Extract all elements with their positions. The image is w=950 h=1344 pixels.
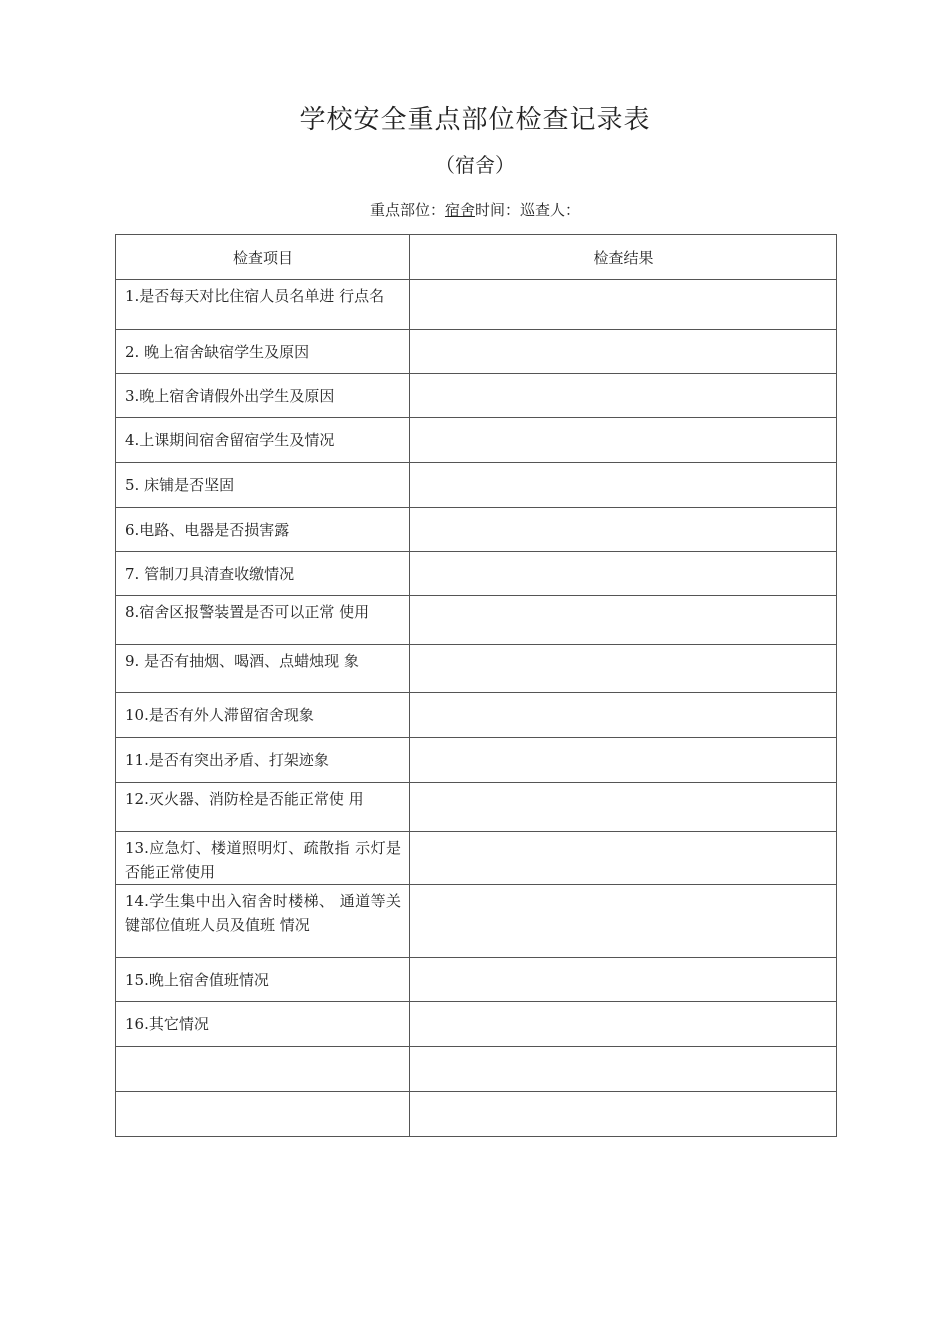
table-row [116, 418, 837, 463]
table-row [116, 1002, 837, 1047]
header-result: 检查结果 [410, 235, 837, 280]
result-cell[interactable] [410, 374, 837, 418]
result-cell[interactable] [410, 463, 837, 508]
inspector-label: 巡查人： [520, 201, 581, 219]
result-cell[interactable] [410, 832, 837, 885]
table-row [116, 783, 837, 832]
table-row [116, 330, 837, 374]
item-cell: 6.电路、电器是否损害露 [116, 508, 410, 552]
result-cell[interactable] [410, 280, 837, 330]
result-cell[interactable] [410, 1002, 837, 1047]
result-cell[interactable] [410, 645, 837, 693]
result-cell[interactable] [410, 1047, 837, 1092]
info-line [0, 198, 950, 222]
location-value: 宿舍 [444, 201, 475, 219]
result-cell[interactable] [410, 738, 837, 783]
table-row [116, 738, 837, 783]
result-cell[interactable] [410, 885, 837, 958]
result-cell[interactable] [410, 330, 837, 374]
item-cell: 11.是否有突出矛盾、打架迹象 [116, 738, 410, 783]
table-row [116, 832, 837, 885]
item-cell: 1.是否每天对比住宿人员名单进 行点名 [116, 280, 410, 330]
header-item: 检查项目 [116, 235, 410, 280]
result-cell[interactable] [410, 783, 837, 832]
item-cell: 13.应急灯、楼道照明灯、疏散指 示灯是否能正常使用 [116, 832, 410, 885]
item-cell: 5. 床铺是否坚固 [116, 463, 410, 508]
item-cell: 3.晚上宿舍请假外出学生及原因 [116, 374, 410, 418]
table-row [116, 552, 837, 596]
table-row [116, 374, 837, 418]
item-cell: 16.其它情况 [116, 1002, 410, 1047]
item-cell: 8.宿舍区报警装置是否可以正常 使用 [116, 596, 410, 645]
table-row [116, 693, 837, 738]
page-title: 学校安全重点部位检查记录表 [299, 105, 651, 135]
table-header-row [116, 235, 837, 280]
result-cell[interactable] [410, 596, 837, 645]
item-cell: 2. 晚上宿舍缺宿学生及原因 [116, 330, 410, 374]
page-subtitle: （宿舍） [435, 153, 515, 177]
time-label: 时间： [475, 201, 521, 219]
item-cell: 10.是否有外人滞留宿舍现象 [116, 693, 410, 738]
item-cell: 12.灭火器、消防栓是否能正常使 用 [116, 783, 410, 832]
result-cell[interactable] [410, 693, 837, 738]
item-cell: 9. 是否有抽烟、喝酒、点蜡烛现 象 [116, 645, 410, 693]
location-label: 重点部位： [369, 201, 445, 219]
inspection-table [115, 234, 837, 1137]
table-row [116, 1092, 837, 1137]
item-cell: 15.晚上宿舍值班情况 [116, 958, 410, 1002]
result-cell[interactable] [410, 418, 837, 463]
result-cell[interactable] [410, 508, 837, 552]
item-cell[interactable] [116, 1047, 410, 1092]
result-cell[interactable] [410, 552, 837, 596]
table-row [116, 885, 837, 958]
result-cell[interactable] [410, 1092, 837, 1137]
table-row [116, 1047, 837, 1092]
item-cell: 7. 管制刀具清查收缴情况 [116, 552, 410, 596]
table-row [116, 508, 837, 552]
table-row [116, 463, 837, 508]
item-cell[interactable] [116, 1092, 410, 1137]
table-row [116, 596, 837, 645]
item-cell: 14.学生集中出入宿舍时楼梯、 通道等关键部位值班人员及值班 情况 [116, 885, 410, 958]
item-cell: 4.上课期间宿舍留宿学生及情况 [116, 418, 410, 463]
table-row [116, 645, 837, 693]
table-row [116, 958, 837, 1002]
result-cell[interactable] [410, 958, 837, 1002]
table-row [116, 280, 837, 330]
